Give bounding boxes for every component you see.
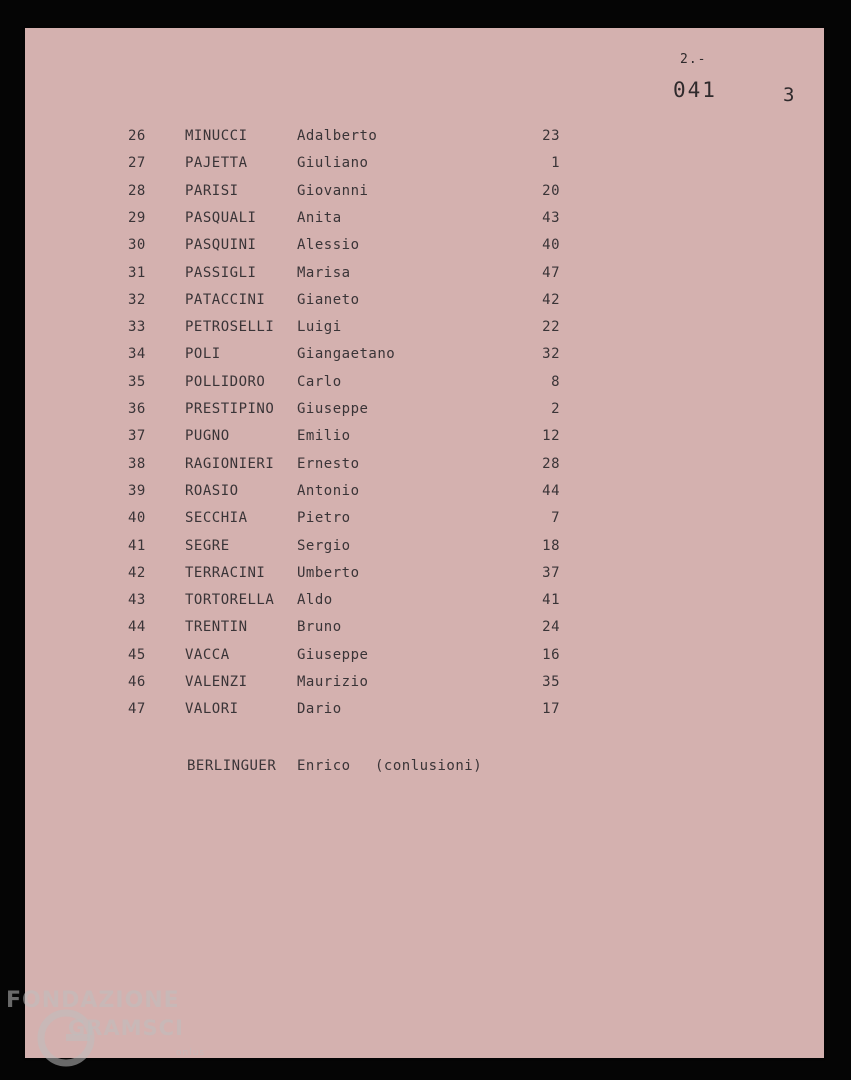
row-surname: MINUCCI [185,128,248,144]
row-first-name: Dario [297,701,342,718]
row-number: 33 [128,319,146,336]
row-first-name: Ernesto [297,455,360,472]
row-first-name: Giangaetano [297,346,396,363]
row-number: 27 [128,155,146,172]
row-first-name: Pietro [297,510,351,527]
row-value: 2 [551,401,560,417]
row-value: 1 [551,155,560,172]
row-number: 35 [128,373,146,390]
archive-watermark-logo [6,986,236,1076]
row-value: 44 [542,482,560,499]
row-value: 32 [542,346,560,363]
row-surname: PASQUALI [185,209,257,226]
row-surname: PETROSELLI [185,319,275,336]
page-number: 2.- [680,52,707,67]
row-value: 7 [551,510,560,527]
row-value: 17 [542,701,560,718]
logo-text-fondazione: FONDAZIONE [6,988,180,1013]
row-number: 43 [128,592,146,609]
row-first-name: Marisa [297,264,351,281]
row-value: 8 [551,373,560,390]
row-first-name: Alessio [297,237,360,254]
row-surname: PRESTIPINO [185,401,275,417]
row-surname: SECCHIA [185,510,248,527]
row-value: 47 [542,264,560,281]
row-number: 46 [128,674,146,690]
row-value: 12 [542,428,560,445]
row-surname: PASQUINI [185,237,257,254]
row-first-name: Giovanni [297,182,369,199]
row-number: 26 [128,128,146,144]
row-surname: SEGRE [185,537,230,554]
row-value: 41 [542,592,560,609]
row-number: 31 [128,264,146,281]
row-surname: PATACCINI [185,291,266,308]
row-value: 35 [542,674,560,690]
row-surname: VALENZI [185,674,248,690]
row-number: 36 [128,401,146,417]
row-first-name: Maurizio [297,674,369,690]
row-value: 23 [542,128,560,144]
row-surname: POLLIDORO [185,373,266,390]
row-first-name: Gianeto [297,291,360,308]
row-value: 43 [542,209,560,226]
row-first-name: Bruno [297,619,342,636]
logo-text-onlus: onlus [176,1048,206,1058]
row-number: 37 [128,428,146,445]
row-number: 40 [128,510,146,527]
row-surname: PASSIGLI [185,264,257,281]
logo-text-gramsci: GRAMSCI [68,1016,184,1040]
row-first-name: Sergio [297,537,351,554]
row-first-name: Adalberto [297,128,378,144]
row-first-name: Giuliano [297,155,369,172]
row-surname: POLI [185,346,221,363]
row-first-name: Anita [297,209,342,226]
row-first-name: Giuseppe [297,646,369,663]
row-surname: PUGNO [185,428,230,445]
row-surname: PARISI [185,182,239,199]
row-number: 29 [128,209,146,226]
closing-note: (conlusioni) [375,758,483,774]
row-value: 20 [542,182,560,199]
row-value: 40 [542,237,560,254]
row-number: 38 [128,455,146,472]
row-first-name: Luigi [297,319,342,336]
row-surname: TORTORELLA [185,592,275,609]
row-number: 45 [128,646,146,663]
row-first-name: Emilio [297,428,351,445]
row-number: 44 [128,619,146,636]
row-surname: TRENTIN [185,619,248,636]
row-value: 28 [542,455,560,472]
row-number: 42 [128,564,146,581]
row-first-name: Aldo [297,592,333,609]
row-value: 37 [542,564,560,581]
row-number: 41 [128,537,146,554]
row-value: 18 [542,537,560,554]
row-number: 28 [128,182,146,199]
row-surname: VACCA [185,646,230,663]
row-surname: TERRACINI [185,564,266,581]
row-first-name: Giuseppe [297,401,369,417]
row-surname: ROASIO [185,482,239,499]
row-surname: VALORI [185,701,239,718]
row-number: 30 [128,237,146,254]
row-number: 39 [128,482,146,499]
row-number: 34 [128,346,146,363]
row-first-name: Carlo [297,373,342,390]
row-first-name: Antonio [297,482,360,499]
row-number: 32 [128,291,146,308]
document-code: 041 [673,78,717,102]
row-value: 24 [542,619,560,636]
row-value: 16 [542,646,560,663]
row-surname: RAGIONIERI [185,455,275,472]
row-number: 47 [128,701,146,718]
closing-first-name: Enrico [297,758,351,774]
row-surname: PAJETTA [185,155,248,172]
row-value: 22 [542,319,560,336]
document-page [25,28,824,1058]
row-value: 42 [542,291,560,308]
sheet-number: 3 [783,84,795,106]
closing-surname: BERLINGUER [187,758,277,774]
row-first-name: Umberto [297,564,360,581]
